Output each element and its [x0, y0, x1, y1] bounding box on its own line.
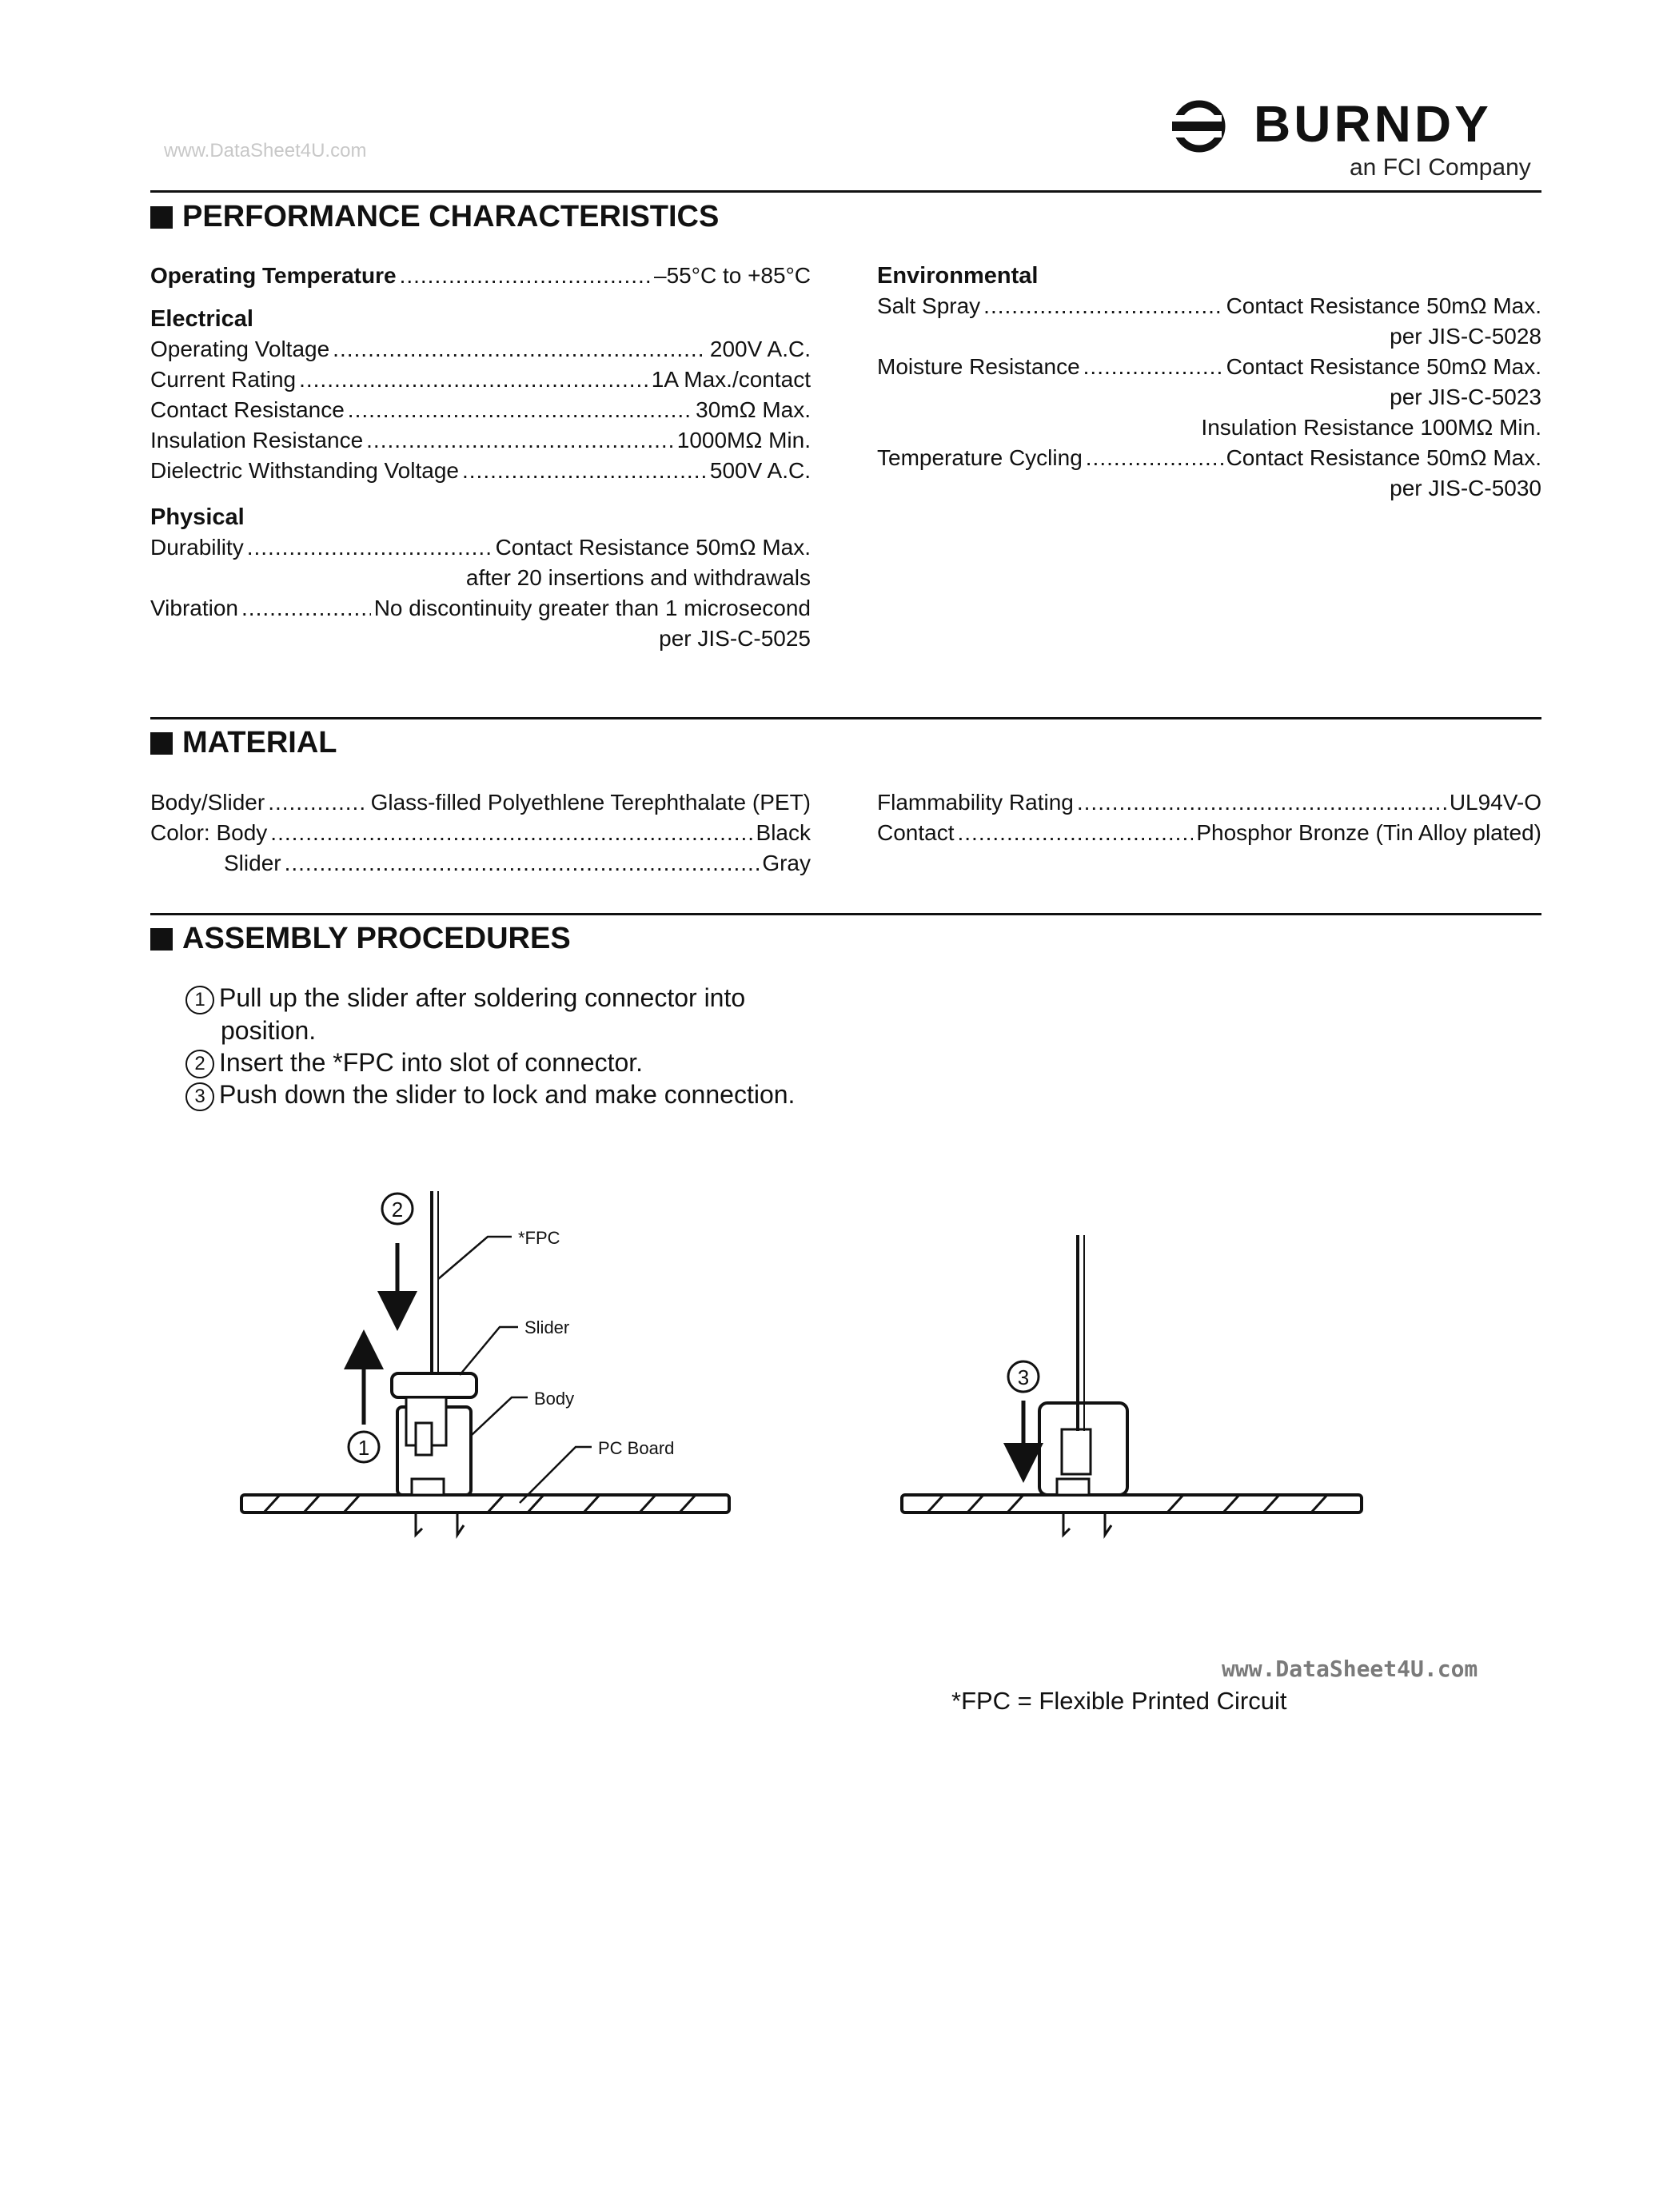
assembly-step: 2 Insert the *FPC into slot of connector.	[185, 1046, 795, 1079]
assembly-step-continuation: position.	[221, 1015, 317, 1045]
watermark-bottom: www.DataSheet4U.com	[1222, 1656, 1478, 1682]
spec-row-temp-cycling: Temperature Cycling ..... Contact Resistance 50mΩ Max.	[877, 443, 1541, 473]
step-badge-2-label: 2	[391, 1198, 404, 1222]
spec-row-operating-temp: Operating Temperature ..... –55°C to +85°C	[150, 261, 811, 291]
spec-row: Contact Resistance ..... 30mΩ Max.	[150, 395, 811, 425]
subheading-electrical: Electrical	[150, 306, 253, 332]
spec-continuation: per JIS-C-5023	[1390, 385, 1541, 409]
pc-board-right	[902, 1495, 1362, 1513]
spec-row: Insulation Resistance ..... 1000MΩ Min.	[150, 425, 811, 456]
watermark-top: www.DataSheet4U.com	[164, 140, 367, 161]
spec-row-body-slider: Body/Slider ..... Glass-filled Polyethlene Terephthalate (PET)	[150, 787, 811, 818]
label-body: Body	[534, 1389, 575, 1409]
spec-row-moisture: Moisture Resistance ..... Contact Resistance 50mΩ Max.	[877, 352, 1541, 382]
spec-row-contact: Contact ..... Phosphor Bronze (Tin Alloy plated)	[877, 818, 1541, 848]
spec-row-color-slider: Slider ..... Gray	[150, 848, 811, 879]
spec-continuation: after 20 insertions and withdrawals	[465, 565, 811, 590]
spec-row-color-body: Color: Body ..... Black	[150, 818, 811, 848]
pc-board-left	[241, 1495, 729, 1513]
spec-continuation: Insulation Resistance 100MΩ Min.	[1201, 415, 1541, 440]
spec-continuation: per JIS-C-5028	[1390, 324, 1541, 349]
section-title-material: MATERIAL	[150, 726, 337, 760]
label-slider: Slider	[524, 1317, 570, 1337]
fpc-strip-left	[432, 1191, 438, 1373]
subheading-physical: Physical	[150, 504, 245, 530]
spec-row-vibration: Vibration ..... No discontinuity greater than 1 microsecond	[150, 593, 811, 624]
step-badge-1-label: 1	[357, 1436, 370, 1460]
label-fpc: *FPC	[518, 1228, 560, 1248]
spec-continuation: per JIS-C-5030	[1390, 476, 1541, 500]
section-title-assembly: ASSEMBLY PROCEDURES	[150, 922, 571, 956]
subheading-environmental: Environmental	[877, 263, 1039, 289]
step-badge-3-label: 3	[1017, 1365, 1030, 1389]
spec-row: Current Rating ..... 1A Max./contact	[150, 365, 811, 395]
spec-row-flammability: Flammability Rating ..... UL94V-O	[877, 787, 1541, 818]
assembly-step: 3 Push down the slider to lock and make connection.	[185, 1078, 795, 1111]
section-title-performance: PERFORMANCE CHARACTERISTICS	[150, 200, 719, 234]
leader-line	[460, 1327, 518, 1375]
spec-continuation: per JIS-C-5025	[659, 626, 811, 651]
spec-row-durability: Durability ..... Contact Resistance 50mΩ Max.	[150, 532, 811, 563]
leader-line	[438, 1237, 512, 1279]
step-number-badge: 3	[185, 1082, 214, 1111]
spec-row: Dielectric Withstanding Voltage ..... 500V A.C.	[150, 456, 811, 486]
brand-logo-text: BURNDY	[1254, 95, 1492, 153]
step-number-badge: 2	[185, 1050, 214, 1078]
footnote: *FPC = Flexible Printed Circuit	[951, 1687, 1287, 1715]
spec-row-salt-spray: Salt Spray ..... Contact Resistance 50mΩ Max.	[877, 291, 1541, 321]
label-pc-board: PC Board	[598, 1438, 675, 1458]
spec-row: Operating Voltage ..... 200V A.C.	[150, 334, 811, 365]
assembly-step: 1 Pull up the slider after soldering connector into	[185, 982, 795, 1014]
leader-line	[472, 1397, 528, 1435]
brand-tagline: an FCI Company	[1350, 154, 1531, 181]
step-number-badge: 1	[185, 986, 214, 1014]
